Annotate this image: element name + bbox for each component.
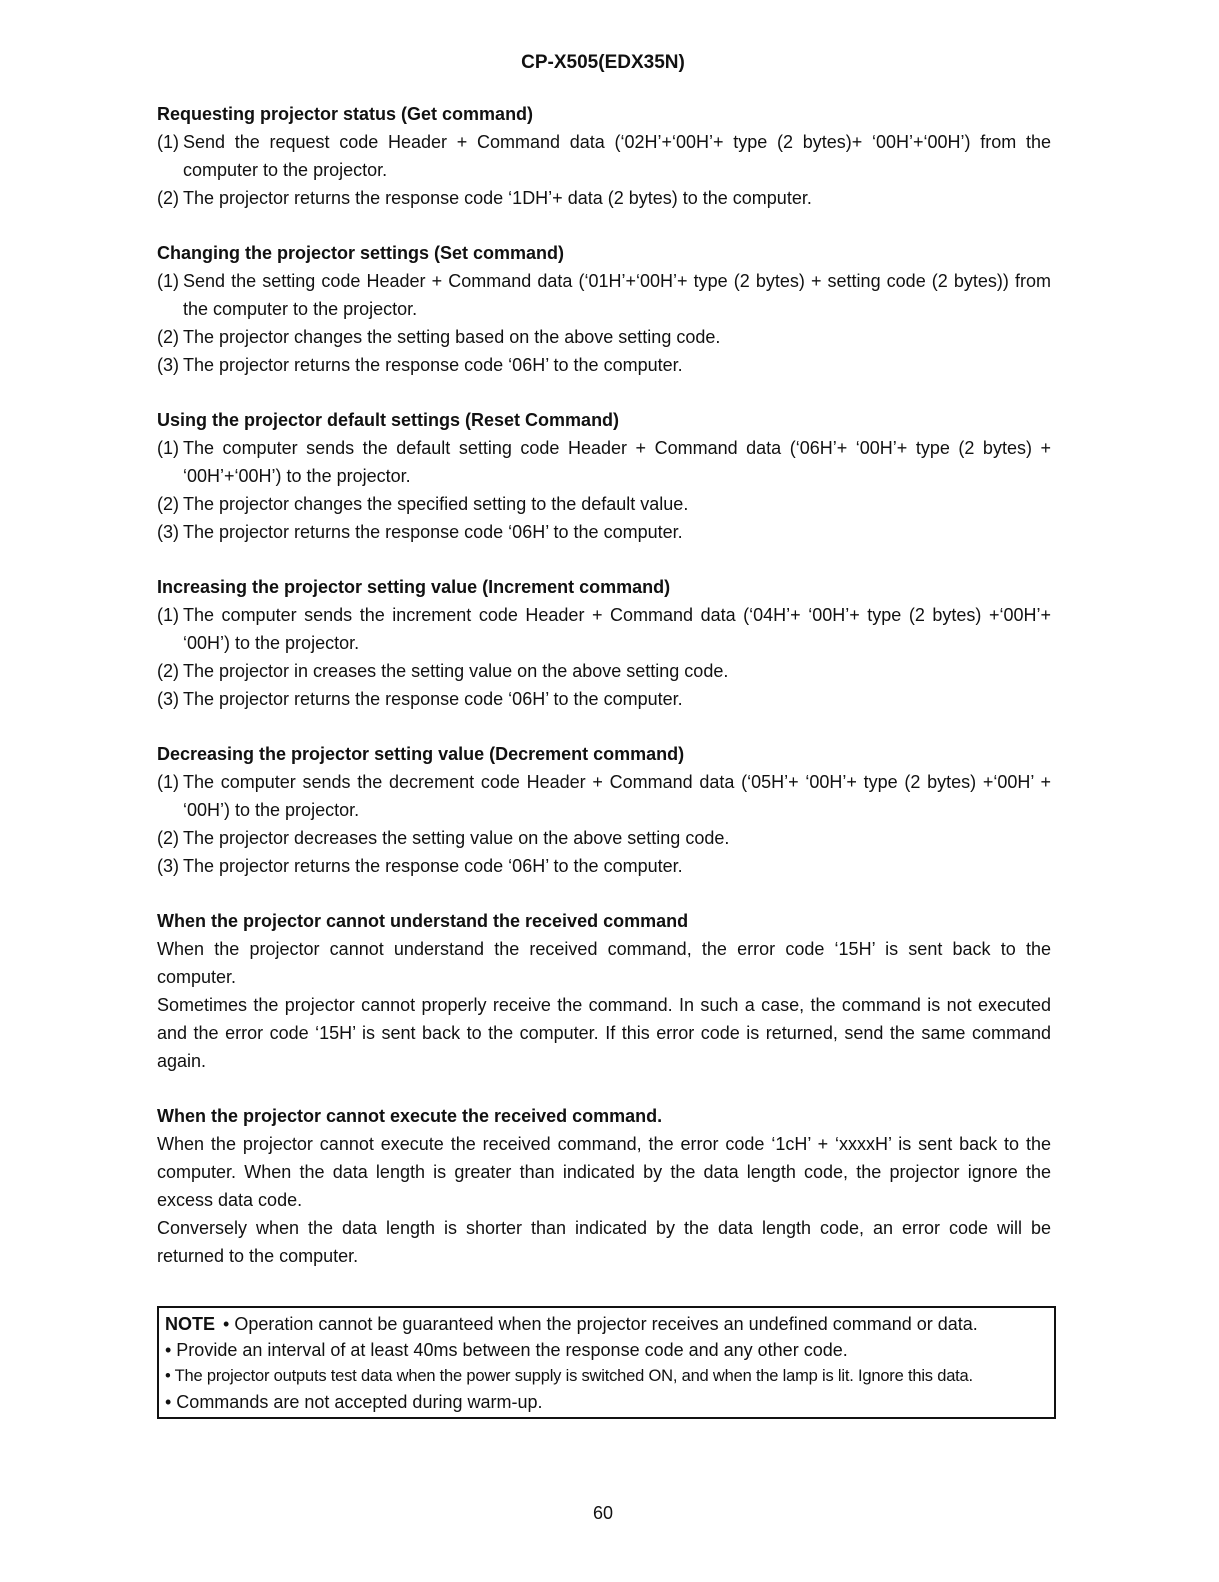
- item-number: (2): [157, 327, 179, 347]
- section-set-command: [157, 239, 1051, 379]
- section-reset-command: [157, 406, 1051, 546]
- item-text: The computer sends the increment code Header + Command data (‘04H’+ ‘00H’+ type (2 bytes) +‘00H’+ ‘00H’) to the projector.: [183, 605, 1051, 653]
- list-item: [157, 685, 1051, 713]
- list-item: [157, 128, 1051, 184]
- section-heading: Requesting projector status (Get command): [157, 104, 534, 124]
- note-line: • Provide an interval of at least 40ms between the response code and any other code.: [165, 1340, 848, 1360]
- item-number: (1): [157, 438, 179, 458]
- item-number: (2): [157, 494, 179, 514]
- item-text: The projector returns the response code ‘06H’ to the computer.: [183, 689, 683, 709]
- list-item: [157, 184, 1051, 212]
- note-label: NOTE: [165, 1314, 216, 1334]
- note-line: [165, 1311, 1050, 1337]
- item-number: (3): [157, 355, 179, 375]
- section-cannot-understand: [157, 907, 1051, 1075]
- item-text: Send the setting code Header + Command data (‘01H’+‘00H’+ type (2 bytes) + setting code (2 bytes)) from the computer to the projector.: [183, 271, 1051, 319]
- paragraph: Conversely when the data length is shorter than indicated by the data length code, an error code will be returned to the computer.: [157, 1218, 1051, 1266]
- item-text: The projector changes the specified setting to the default value.: [183, 494, 689, 514]
- section-heading: Using the projector default settings (Reset Command): [157, 410, 620, 430]
- item-number: (2): [157, 661, 179, 681]
- list-item: [157, 768, 1051, 824]
- list-item: [157, 267, 1051, 323]
- item-text: The projector returns the response code ‘1DH’+ data (2 bytes) to the computer.: [183, 188, 812, 208]
- item-number: (3): [157, 856, 179, 876]
- item-text: The projector in creases the setting value on the above setting code.: [183, 661, 729, 681]
- note-text: • Operation cannot be guaranteed when the projector receives an undefined command or data.: [223, 1314, 978, 1334]
- note-line: • Commands are not accepted during warm-up.: [165, 1392, 543, 1412]
- section-heading: Changing the projector settings (Set command): [157, 243, 565, 263]
- item-text: The projector decreases the setting value on the above setting code.: [183, 828, 730, 848]
- item-number: (1): [157, 271, 179, 291]
- page-number: 60: [592, 1503, 614, 1523]
- note-box: [157, 1306, 1056, 1419]
- paragraph: Sometimes the projector cannot properly receive the command. In such a case, the command is not executed and the error code ‘15H’ is sent back to the computer. If this error code is returned, send the same command again.: [157, 995, 1051, 1071]
- list-item: [157, 657, 1051, 685]
- section-heading: Decreasing the projector setting value (Decrement command): [157, 744, 685, 764]
- item-text: The projector returns the response code ‘06H’ to the computer.: [183, 522, 683, 542]
- item-number: (2): [157, 188, 179, 208]
- item-number: (3): [157, 689, 179, 709]
- item-text: The projector returns the response code ‘06H’ to the computer.: [183, 355, 683, 375]
- note-line: • The projector outputs test data when the power supply is switched ON, and when the lamp is lit. Ignore this data.: [165, 1367, 973, 1385]
- list-item: [157, 518, 1051, 546]
- section-increment-command: [157, 573, 1051, 713]
- item-text: The computer sends the decrement code Header + Command data (‘05H’+ ‘00H’+ type (2 bytes) +‘00H’ + ‘00H’) to the projector.: [183, 772, 1051, 820]
- item-number: (3): [157, 522, 179, 542]
- section-heading: When the projector cannot execute the received command.: [157, 1106, 663, 1126]
- item-text: The projector returns the response code ‘06H’ to the computer.: [183, 856, 683, 876]
- section-heading: When the projector cannot understand the received command: [157, 911, 689, 931]
- paragraph: When the projector cannot execute the received command, the error code ‘1cH’ + ‘xxxxH’ is sent back to the computer. When the data length is greater than indicated by the data length code, the projector ignore the excess data code.: [157, 1134, 1051, 1210]
- list-item: [157, 852, 1051, 880]
- item-text: The computer sends the default setting code Header + Command data (‘06H’+ ‘00H’+ type (2 bytes) + ‘00H’+‘00H’) to the projector.: [183, 438, 1051, 486]
- list-item: [157, 351, 1051, 379]
- list-item: [157, 323, 1051, 351]
- list-item: [157, 824, 1051, 852]
- list-item: [157, 434, 1051, 490]
- section-decrement-command: [157, 740, 1051, 880]
- section-get-command: [157, 100, 1051, 212]
- list-item: [157, 490, 1051, 518]
- section-cannot-execute: [157, 1102, 1051, 1270]
- item-number: (2): [157, 828, 179, 848]
- section-heading: Increasing the projector setting value (Increment command): [157, 577, 671, 597]
- item-text: Send the request code Header + Command data (‘02H’+‘00H’+ type (2 bytes)+ ‘00H’+‘00H’) from the computer to the projector.: [183, 132, 1051, 180]
- page-title: CP-X505(EDX35N): [521, 52, 685, 73]
- list-item: [157, 601, 1051, 657]
- item-number: (1): [157, 772, 179, 792]
- paragraph: When the projector cannot understand the received command, the error code ‘15H’ is sent back to the computer.: [157, 939, 1051, 987]
- item-number: (1): [157, 132, 179, 152]
- document-body: [157, 100, 1051, 1297]
- item-text: The projector changes the setting based on the above setting code.: [183, 327, 721, 347]
- item-number: (1): [157, 605, 179, 625]
